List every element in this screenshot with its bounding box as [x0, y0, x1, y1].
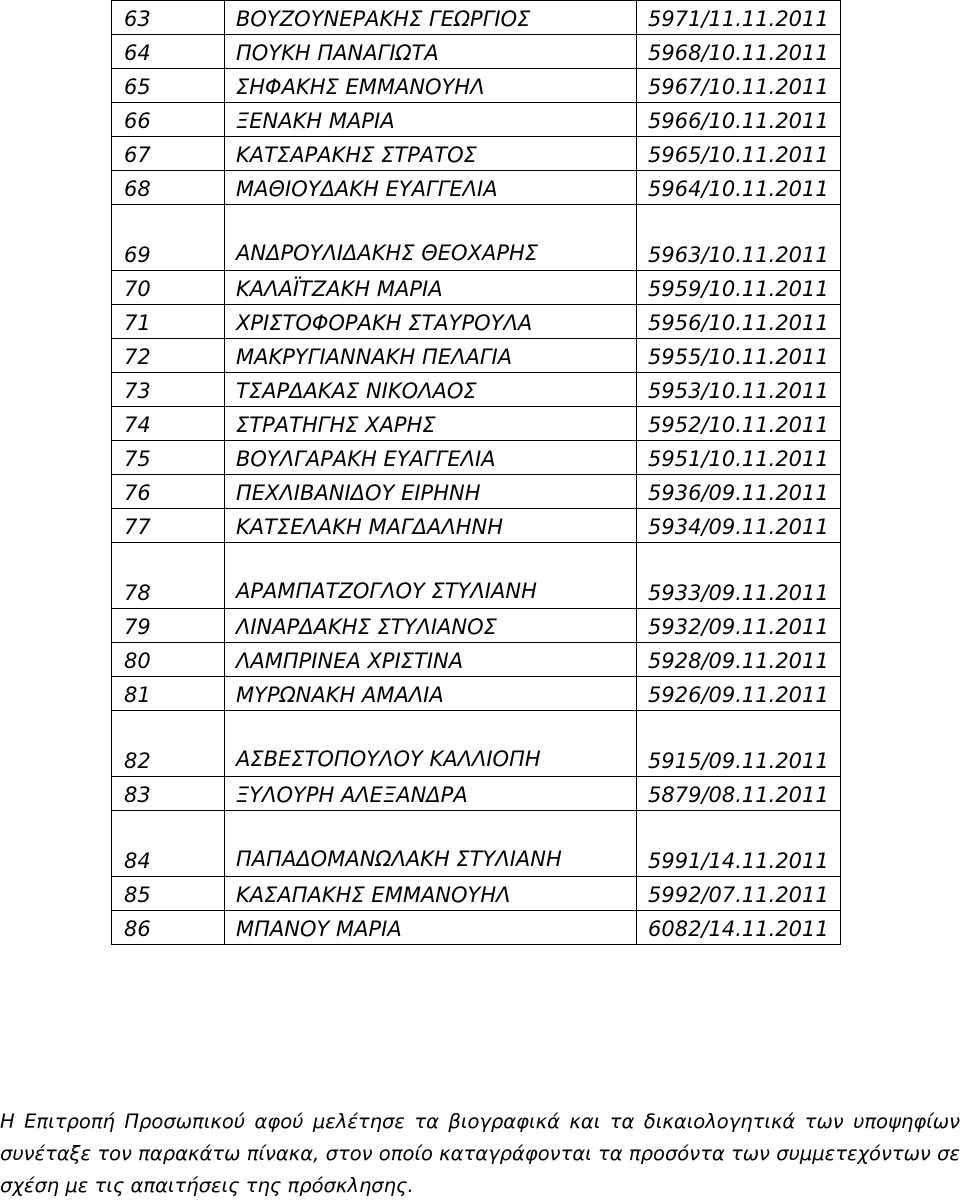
protocol-number-date: 5959/10.11.2011 — [637, 271, 841, 305]
protocol-number-date: 6082/14.11.2011 — [637, 911, 841, 945]
protocol-number-date: 5966/10.11.2011 — [637, 103, 841, 137]
candidate-name: ΧΡΙΣΤΟΦΟΡΑΚΗ ΣΤΑΥΡΟΥΛΑ — [225, 305, 637, 339]
row-number: 83 — [112, 777, 225, 811]
candidate-name: ΑΡΑΜΠΑΤΖΟΓΛΟΥ ΣΤΥΛΙΑΝΗ — [225, 543, 637, 609]
table-row — [112, 1, 841, 35]
table-row — [112, 777, 841, 811]
row-number: 80 — [112, 643, 225, 677]
row-number: 79 — [112, 609, 225, 643]
table-row — [112, 911, 841, 945]
row-number: 70 — [112, 271, 225, 305]
row-number: 75 — [112, 441, 225, 475]
candidate-name: ΚΑΛΑΪΤΖΑΚΗ ΜΑΡΙΑ — [225, 271, 637, 305]
protocol-number-date: 5991/14.11.2011 — [637, 811, 841, 877]
table-row — [112, 509, 841, 543]
table-row — [112, 305, 841, 339]
protocol-number-date: 5951/10.11.2011 — [637, 441, 841, 475]
candidates-table-body — [112, 1, 841, 945]
row-number: 69 — [112, 205, 225, 271]
table-row — [112, 643, 841, 677]
candidate-name: ΠΕΧΛΙΒΑΝΙΔΟΥ ΕΙΡΗΝΗ — [225, 475, 637, 509]
row-number: 78 — [112, 543, 225, 609]
protocol-number-date: 5928/09.11.2011 — [637, 643, 841, 677]
candidate-name: ΠΑΠΑΔΟΜΑΝΩΛΑΚΗ ΣΤΥΛΙΑΝΗ — [225, 811, 637, 877]
table-row — [112, 877, 841, 911]
table-row — [112, 35, 841, 69]
row-number: 73 — [112, 373, 225, 407]
row-number: 81 — [112, 677, 225, 711]
table-row — [112, 137, 841, 171]
protocol-number-date: 5934/09.11.2011 — [637, 509, 841, 543]
row-number: 63 — [112, 1, 225, 35]
protocol-number-date: 5933/09.11.2011 — [637, 543, 841, 609]
row-number: 82 — [112, 711, 225, 777]
table-row — [112, 609, 841, 643]
row-number: 66 — [112, 103, 225, 137]
candidate-name: ΜΑΚΡΥΓΙΑΝΝΑΚΗ ΠΕΛΑΓΙΑ — [225, 339, 637, 373]
candidate-name: ΑΝΔΡΟΥΛΙΔΑΚΗΣ ΘΕΟΧΑΡΗΣ — [225, 205, 637, 271]
table-row — [112, 407, 841, 441]
protocol-number-date: 5956/10.11.2011 — [637, 305, 841, 339]
candidate-name: ΞΥΛΟΥΡΗ ΑΛΕΞΑΝΔΡΑ — [225, 777, 637, 811]
candidates-table — [111, 0, 841, 945]
table-row — [112, 373, 841, 407]
row-number: 84 — [112, 811, 225, 877]
table-row — [112, 811, 841, 877]
row-number: 65 — [112, 69, 225, 103]
candidate-name: ΠΟΥΚΗ ΠΑΝΑΓΙΩΤΑ — [225, 35, 637, 69]
table-row — [112, 339, 841, 373]
candidate-name: ΑΣΒΕΣΤΟΠΟΥΛΟΥ ΚΑΛΛΙΟΠΗ — [225, 711, 637, 777]
table-row — [112, 69, 841, 103]
candidate-name: ΒΟΥΛΓΑΡΑΚΗ ΕΥΑΓΓΕΛΙΑ — [225, 441, 637, 475]
table-row — [112, 271, 841, 305]
candidate-name: ΜΥΡΩΝΑΚΗ ΑΜΑΛΙΑ — [225, 677, 637, 711]
candidate-name: ΛΑΜΠΡΙΝΕΑ ΧΡΙΣΤΙΝΑ — [225, 643, 637, 677]
row-number: 74 — [112, 407, 225, 441]
protocol-number-date: 5963/10.11.2011 — [637, 205, 841, 271]
candidate-name: ΣΤΡΑΤΗΓΗΣ ΧΑΡΗΣ — [225, 407, 637, 441]
protocol-number-date: 5964/10.11.2011 — [637, 171, 841, 205]
table-row — [112, 441, 841, 475]
candidate-name: ΚΑΣΑΠΑΚΗΣ ΕΜΜΑΝΟΥΗΛ — [225, 877, 637, 911]
candidate-name: ΜΑΘΙΟΥΔΑΚΗ ΕΥΑΓΓΕΛΙΑ — [225, 171, 637, 205]
candidate-name: ΚΑΤΣΑΡΑΚΗΣ ΣΤΡΑΤΟΣ — [225, 137, 637, 171]
table-row — [112, 171, 841, 205]
row-number: 77 — [112, 509, 225, 543]
protocol-number-date: 5879/08.11.2011 — [637, 777, 841, 811]
table-row — [112, 543, 841, 609]
protocol-number-date: 5955/10.11.2011 — [637, 339, 841, 373]
protocol-number-date: 5932/09.11.2011 — [637, 609, 841, 643]
row-number: 85 — [112, 877, 225, 911]
candidate-name: ΛΙΝΑΡΔΑΚΗΣ ΣΤΥΛΙΑΝΟΣ — [225, 609, 637, 643]
table-row — [112, 205, 841, 271]
candidate-name: ΒΟΥΖΟΥΝΕΡΑΚΗΣ ΓΕΩΡΓΙΟΣ — [225, 1, 637, 35]
committee-note: Η Επιτροπή Προσωπικού αφού μελέτησε τα βιογραφικά και τα δικαιολογητικά των υποψηφίων συνέταξε τον παρακάτω πίνακα, στον οποίο καταγράφονται τα προσόντα των συμμετεχόντων σε σχέση με τις απαιτήσεις της πρόσκλησης. — [0, 1109, 960, 1197]
protocol-number-date: 5936/09.11.2011 — [637, 475, 841, 509]
row-number: 64 — [112, 35, 225, 69]
row-number: 67 — [112, 137, 225, 171]
protocol-number-date: 5968/10.11.2011 — [637, 35, 841, 69]
row-number: 86 — [112, 911, 225, 945]
row-number: 72 — [112, 339, 225, 373]
candidate-name: ΣΗΦΑΚΗΣ ΕΜΜΑΝΟΥΗΛ — [225, 69, 637, 103]
row-number: 71 — [112, 305, 225, 339]
table-row — [112, 475, 841, 509]
protocol-number-date: 5967/10.11.2011 — [637, 69, 841, 103]
protocol-number-date: 5926/09.11.2011 — [637, 677, 841, 711]
protocol-number-date: 5971/11.11.2011 — [637, 1, 841, 35]
row-number: 68 — [112, 171, 225, 205]
protocol-number-date: 5915/09.11.2011 — [637, 711, 841, 777]
candidate-name: ΤΣΑΡΔΑΚΑΣ ΝΙΚΟΛΑΟΣ — [225, 373, 637, 407]
table-row — [112, 711, 841, 777]
candidate-name: ΞΕΝΑΚΗ ΜΑΡΙΑ — [225, 103, 637, 137]
protocol-number-date: 5953/10.11.2011 — [637, 373, 841, 407]
candidate-name: ΚΑΤΣΕΛΑΚΗ ΜΑΓΔΑΛΗΝΗ — [225, 509, 637, 543]
protocol-number-date: 5952/10.11.2011 — [637, 407, 841, 441]
protocol-number-date: 5965/10.11.2011 — [637, 137, 841, 171]
row-number: 76 — [112, 475, 225, 509]
candidate-name: ΜΠΑΝΟΥ ΜΑΡΙΑ — [225, 911, 637, 945]
table-row — [112, 103, 841, 137]
protocol-number-date: 5992/07.11.2011 — [637, 877, 841, 911]
table-row — [112, 677, 841, 711]
